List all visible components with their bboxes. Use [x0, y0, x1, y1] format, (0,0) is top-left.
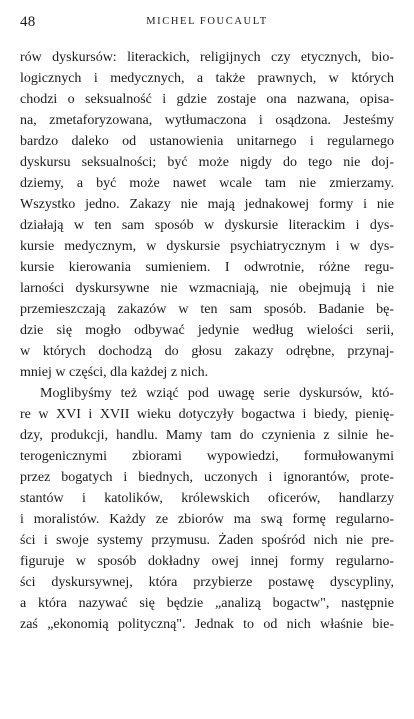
text-line: dzy, produkcji, handlu. Mamy tam do czynienia z silnie he-: [20, 428, 394, 443]
text-line: i moralistów. Każdy ze zbiorów ma swą formę regularno-: [20, 512, 394, 527]
text-line: re w XVI i XVII wieku dotyczyły bogactwa i biedy, pienię-: [20, 407, 394, 422]
text-line: w których dochodzą do głosu zakazy odrębne, przynaj-: [20, 344, 394, 359]
text-line: dyskursu seksualności; być może nigdy do tego nie doj-: [20, 155, 394, 170]
running-head: [20, 12, 394, 32]
text-line: Wszystko jedno. Zakazy nie mają jednakowej formy i nie: [20, 197, 394, 212]
text-line: terogenicznymi zbiorami wypowiedzi, formułowanymi: [20, 449, 394, 464]
text-line: dzie się mogło odbywać jedynie według wielości serii,: [20, 323, 394, 338]
text-line: przemieszczają zakazów w ten sam sposób. Badanie bę-: [20, 302, 394, 317]
text-line: przez bogatych i biednych, uczonych i ignorantów, prote-: [20, 470, 394, 485]
text-line: działają w ten sam sposób w dyskursie literackim i dys-: [20, 218, 394, 233]
text-line: chodzi o seksualność i gdzie zostaje ona nazwana, opisa-: [20, 92, 394, 107]
text-line: bardzo daleko od ustanowienia unitarnego i regularnego: [20, 134, 394, 149]
text-line: ści i swoje systemy przymusu. Żaden spośród nich nie pre-: [20, 533, 394, 548]
text-line: Moglibyśmy też wziąć pod uwagę serie dyskursów, któ-: [40, 386, 394, 401]
text-line: a która nazywać się będzie „analizą bogactw", następnie: [20, 596, 394, 611]
text-line: figuruje w sposób dokładny owej innej formy regularno-: [20, 554, 394, 569]
text-line: stantów i katolików, królewskich oficerów, handlarzy: [20, 491, 394, 506]
text-line: dziemy, a być może nawet wcale tam nie zmierzamy.: [20, 176, 394, 191]
text-line: larności dyskursywne nie wzmacniają, nie obejmują i nie: [20, 281, 394, 296]
text-line: ści dyskursywnej, która przybierze postawę dyscypliny,: [20, 575, 394, 590]
paragraph-1: [20, 47, 394, 383]
body-text: [20, 47, 394, 635]
text-line: mniej w części, dla każdej z nich.: [20, 365, 209, 380]
running-head-author: MICHEL FOUCAULT: [146, 16, 268, 27]
text-line: zaś „ekonomią polityczną". Jednak to od nich właśnie bie-: [20, 617, 394, 632]
text-line: kursie kierowania sumieniem. I odwrotnie, różne regu-: [20, 260, 394, 275]
text-line: logicznych i medycznych, a także prawnych, w których: [20, 71, 394, 86]
page-number: 48: [20, 14, 36, 30]
paragraph-2: [20, 383, 394, 635]
text-line: na, zmetaforyzowana, wytłumaczona i osądzona. Jesteśmy: [20, 113, 394, 128]
text-line: rów dyskursów: literackich, religijnych czy etycznych, bio-: [20, 50, 394, 65]
text-line: kursie medycznym, w dyskursie psychiatrycznym i w dys-: [20, 239, 394, 254]
